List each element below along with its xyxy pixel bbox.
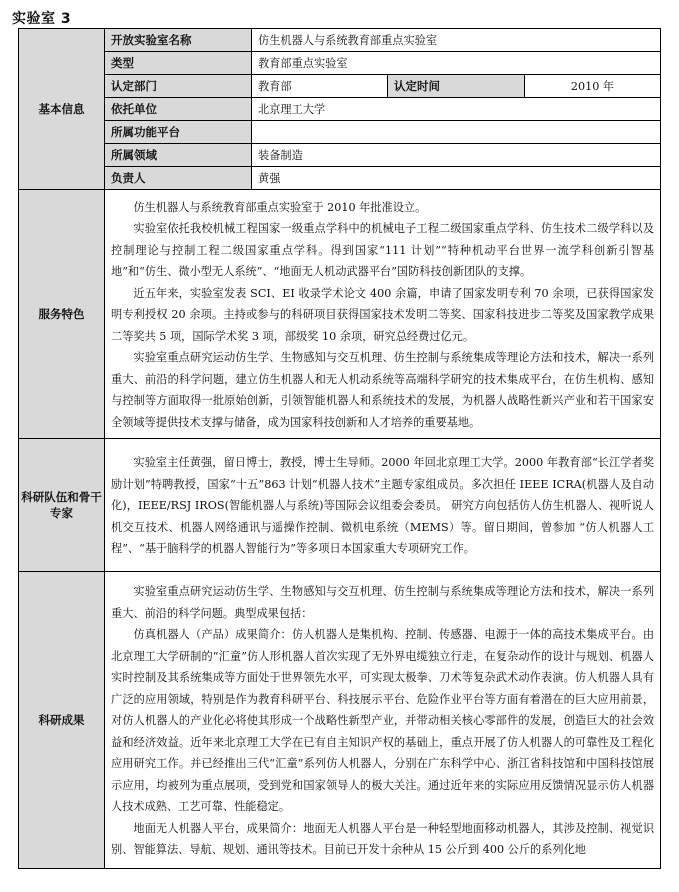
row-service	[19, 190, 661, 439]
service-paragraph: 仿生机器人与系统教育部重点实验室于 2010 年批准设立。	[133, 200, 427, 214]
value-platform	[252, 121, 661, 144]
row-results	[19, 572, 661, 869]
value-host: 北京理工大学	[252, 98, 661, 121]
results-paragraph: 地面无人机器人平台，成果简介：地面无人机器人平台是一种轻型地面移动机器人，其涉及控制、视觉识别、智能算法、导航、规划、通讯等技术。目前已开发十余种从 15 公斤到 400 公斤的系列化地	[111, 821, 655, 857]
row-dept	[19, 75, 661, 98]
value-type: 教育部重点实验室	[252, 52, 661, 75]
row-field	[19, 144, 661, 167]
label-approval-time: 认定时间	[388, 75, 525, 98]
value-field: 装备制造	[252, 144, 661, 167]
row-team	[19, 439, 661, 572]
value-dept: 教育部	[252, 75, 388, 98]
section-results: 科研成果	[19, 572, 105, 869]
results-paragraph: 实验室重点研究运动仿生学、生物感知与交互机理、仿生控制与系统集成等理论方法和技术，解决一系列重大、前沿的科学问题。典型成果包括：	[111, 585, 655, 620]
team-text	[105, 439, 661, 572]
team-paragraph: 实验室主任黄强，留日博士，教授，博士生导师。2000 年回北京理工大学。2000 年教育部“长江学者奖励计划”特聘教授，国家“十五”863 计划“机器人技术”主题专家组成员。多次担任 IEEE ICRA(机器人及自动化)，IEEE/RSJ IROS(智能机器人与系统)等国际会议组委会委员。 研究方向包括仿人仿生机器人、视听说人机交互技术、机器人网络通讯与遥操作控制、微机电系统（MEMS）等。留日期间，曾参加 “仿人机器人工程”、“基于脑科学的机器人智能行为”等多项日本国家重大专项研究工作。	[111, 456, 655, 556]
label-leader: 负责人	[105, 167, 252, 190]
section-basic-info: 基本信息	[19, 29, 105, 190]
value-approval-time: 2010 年	[525, 75, 661, 98]
label-type: 类型	[105, 52, 252, 75]
page-title: 实验室 3	[12, 11, 72, 27]
label-dept: 认定部门	[105, 75, 252, 98]
service-text	[105, 190, 661, 439]
lab-info-table	[18, 28, 661, 869]
value-lab-name: 仿生机器人与系统教育部重点实验室	[252, 29, 661, 52]
label-platform: 所属功能平台	[105, 121, 252, 144]
section-service: 服务特色	[19, 190, 105, 439]
label-host: 依托单位	[105, 98, 252, 121]
value-leader: 黄强	[252, 167, 661, 190]
service-paragraph: 实验室重点研究运动仿生学、生物感知与交互机理、仿生控制与系统集成等理论方法和技术，解决一系列重大、前沿的科学问题，建立仿生机器人和无人机动系统等高端科学研究的技术集成平台，在仿生机构、感知与控制等方面取得一批原始创新，引领智能机器人和系统技术的发展，为机器人战略性新兴产业和若干国家安全领域等提供技术支撑与储备，成为国家科技创新和人才培养的重要基地。	[111, 351, 655, 429]
results-text	[105, 572, 661, 869]
row-leader	[19, 167, 661, 190]
row-name	[19, 29, 661, 52]
service-paragraph: 近五年来，实验室发表 SCI、EI 收录学术论文 400 余篇，申请了国家发明专利 70 余项，已获得国家发明专利授权 20 余项。主持或参与的科研项目获得国家技术发明二等奖、国家科技进步二等奖及国家教学成果二等奖共 5 项，国际学术奖 3 项，部级奖 10 余项，研究总经费过亿元。	[111, 286, 655, 343]
results-paragraph: 仿真机器人（产品）成果简介：仿人机器人是集机构、控制、传感器、电源于一体的高技术集成平台。由北京理工大学研制的“汇童”仿人形机器人首次实现了无外界电缆独立行走，在复杂动作的设计与规划、机器人实时控制及其系统集成等方面处于世界领先水平，可实现太极拳、刀术等复杂武术动作表演。仿人机器人具有广泛的应用领域，特别是作为教育科研平台、科技展示平台、危险作业平台等方面有着潜在的巨大应用前景，对仿人机器人的产业化必将使其形成一个战略性新型产业，并带动相关核心零部件的发展，创造巨大的社会效益和经济效益。近年来北京理工大学在已有自主知识产权的基础上，重点开展了仿人机器人的可靠性及工程化应用研究工作。并已经推出三代“汇童”系列仿人机器人，分别在广东科学中心、浙江省科技馆和中国科技馆展示应用，均被列为重点展项，受到党和国家领导人的极大关注。通过近年来的实际应用反馈情况显示仿人机器人技术成熟、工艺可靠、性能稳定。	[111, 628, 655, 814]
row-host	[19, 98, 661, 121]
row-platform	[19, 121, 661, 144]
row-type	[19, 52, 661, 75]
service-paragraph: 实验室依托我校机械工程国家一级重点学科中的机械电子工程二级国家重点学科、仿生技术二级学科以及控制理论与控制工程二级国家重点学科。得到国家“111 计划”“特种机动平台世界一流学科创新引智基地”和“仿生、微小型无人系统”、“地面无人机动武器平台”国防科技创新团队的支撑。	[111, 222, 655, 279]
section-team: 科研队伍和骨干专家	[19, 439, 105, 572]
label-field: 所属领域	[105, 144, 252, 167]
label-lab-name: 开放实验室名称	[105, 29, 252, 52]
